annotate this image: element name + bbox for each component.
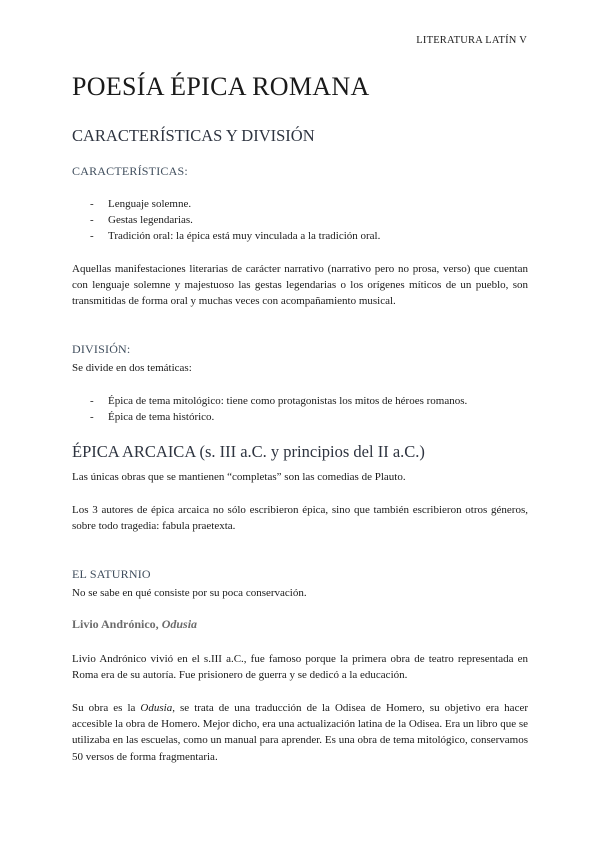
caracteristicas-paragraph: Aquellas manifestaciones literarias de carácter narrativo (narrativo pero no prosa, verso) que cuentan con lenguaje solemne y majestuoso las gestas legendarias o los orígenes míticos de un pueblo, son transmitidas de forma oral y muchas veces con acompañamiento musical. xyxy=(72,263,528,308)
text-span: Su obra es la xyxy=(72,702,141,714)
list-item xyxy=(72,228,528,244)
section-heading-caracteristicas-division: CARACTERÍSTICAS Y DIVISIÓN xyxy=(72,126,315,145)
livio-paragraph-1: Livio Andrónico vivió en el s.III a.C., fue famoso porque la primera obra de teatro representada en Roma era de su autoría. Fue prisionero de guerra y se dedicó a la educación. xyxy=(72,653,528,682)
list-dash: - xyxy=(90,198,94,210)
list-item xyxy=(72,409,528,425)
livio-paragraph-2 xyxy=(72,700,528,765)
work-title: Odusia xyxy=(140,702,173,714)
running-header: LITERATURA LATÍN V xyxy=(416,35,527,46)
epica-arcaica-paragraph-2: Los 3 autores de épica arcaica no sólo escribieron épica, sino que también escribieron otros géneros, sobre todo tragedia: fabula praetexta. xyxy=(72,504,528,533)
list-item xyxy=(72,393,528,409)
subheading-division: DIVISIÓN: xyxy=(72,342,131,356)
list-item-text: Tradición oral: la épica está muy vinculada a la tradición oral. xyxy=(108,230,381,243)
list-item xyxy=(72,196,528,212)
author-name: Livio Andrónico, xyxy=(72,617,162,631)
list-item-text: Gestas legendarias. xyxy=(108,214,193,227)
saturnio-paragraph: No se sabe en qué consiste por su poca conservación. xyxy=(72,587,307,599)
work-title: Odusia xyxy=(161,617,198,631)
list-item-text: Épica de tema mitológico: tiene como protagonistas los mitos de héroes romanos. xyxy=(108,395,468,407)
list-dash: - xyxy=(90,411,94,424)
caracteristicas-list xyxy=(72,196,528,245)
division-list xyxy=(72,393,528,425)
subheading-caracteristicas: CARACTERÍSTICAS: xyxy=(72,164,188,178)
list-item-text: Épica de tema histórico. xyxy=(108,411,215,424)
section-heading-epica-arcaica: ÉPICA ARCAICA (s. III a.C. y principios del II a.C.) xyxy=(72,442,425,461)
text-span: , se trata de una traducción de la Odisea de Homero, su objetivo era hacer accesible la obra de Homero. Mejor dicho, era una actualización latina de la Odisea. Era un libro que se utilizaba en las escuelas, como un manual para aprender. Es una obra de tema mitológico, conservamos 50 versos de forma fragmentaria. xyxy=(72,702,529,763)
subheading-livio-andronico xyxy=(72,617,197,632)
epica-arcaica-paragraph-1: Las únicas obras que se mantienen “completas” son las comedias de Plauto. xyxy=(72,471,406,483)
subheading-saturnio: EL SATURNIO xyxy=(72,567,151,581)
list-item xyxy=(72,212,528,228)
division-intro: Se divide en dos temáticas: xyxy=(72,362,192,374)
list-dash: - xyxy=(90,214,94,227)
document-title: POESÍA ÉPICA ROMANA xyxy=(72,72,370,101)
list-dash: - xyxy=(90,395,94,407)
list-item-text: Lenguaje solemne. xyxy=(108,198,192,210)
list-dash: - xyxy=(90,230,94,243)
